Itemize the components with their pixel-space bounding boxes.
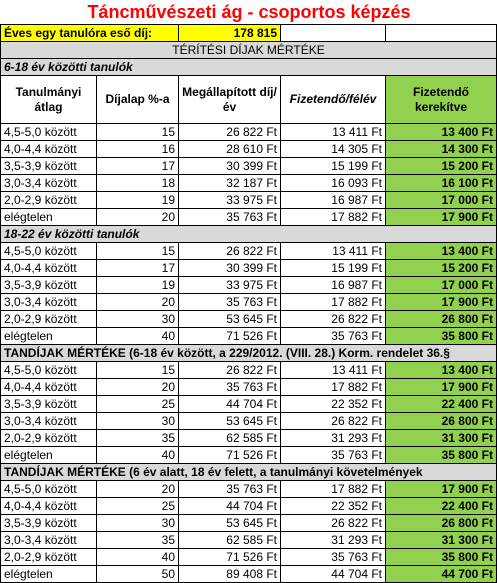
cell-dij-ev[interactable]: 33 975 Ft [179, 192, 281, 209]
cell-kerekitve[interactable]: 22 400 Ft [386, 498, 497, 515]
cell-kerekitve[interactable]: 17 000 Ft [386, 192, 497, 209]
cell-dijalap[interactable]: 17 [97, 260, 179, 277]
cell-fizetendo[interactable]: 17 882 Ft [281, 294, 386, 311]
cell-dij-ev[interactable]: 35 763 Ft [179, 379, 281, 396]
cell-dij-ev[interactable]: 71 526 Ft [179, 328, 281, 345]
section-title[interactable]: TANDÍJAK MÉRTÉKE (6 év alatt, 18 év felett, a tanulmányi követelmények [1, 464, 497, 481]
section-title-row [1, 226, 497, 243]
cell-dij-ev[interactable]: 33 975 Ft [179, 277, 281, 294]
section-title-row [1, 59, 497, 76]
cell-kerekitve[interactable]: 22 400 Ft [386, 396, 497, 413]
cell-atlag[interactable]: 2,0-2,9 között [1, 311, 97, 328]
cell-kerekitve[interactable]: 16 100 Ft [386, 175, 497, 192]
cell-fizetendo[interactable]: 16 987 Ft [281, 277, 386, 294]
cell-atlag[interactable]: 4,5-5,0 között [1, 481, 97, 498]
section-title[interactable]: 6-18 év közötti tanulók [1, 59, 497, 76]
main-section-row [1, 42, 497, 59]
fee-table [0, 24, 497, 583]
cell-fizetendo[interactable]: 17 882 Ft [281, 379, 386, 396]
cell-dij-ev[interactable]: 44 704 Ft [179, 498, 281, 515]
section-title-row [1, 345, 497, 362]
cell-dijalap[interactable]: 30 [97, 413, 179, 430]
table-row [1, 447, 497, 464]
table-row [1, 311, 497, 328]
cell-kerekitve[interactable]: 17 900 Ft [386, 294, 497, 311]
cell-dijalap[interactable]: 19 [97, 192, 179, 209]
section-title-row [1, 464, 497, 481]
cell-kerekitve[interactable]: 17 900 Ft [386, 209, 497, 226]
cell-fizetendo[interactable]: 22 352 Ft [281, 498, 386, 515]
table-row [1, 362, 497, 379]
cell-atlag[interactable]: 3,0-3,4 között [1, 175, 97, 192]
cell-fizetendo[interactable]: 14 305 Ft [281, 141, 386, 158]
cell-dij-ev[interactable]: 62 585 Ft [179, 532, 281, 549]
cell-fizetendo[interactable]: 44 704 Ft [281, 566, 386, 583]
cell-kerekitve[interactable]: 17 000 Ft [386, 277, 497, 294]
cell-kerekitve[interactable]: 13 400 Ft [386, 243, 497, 260]
section-title[interactable]: TANDÍJAK MÉRTÉKE (6-18 év között, a 229/2012. (VIII. 28.) Korm. rendelet 36.§ [1, 345, 497, 362]
cell-kerekitve[interactable]: 35 800 Ft [386, 328, 497, 345]
table-row [1, 260, 497, 277]
cell-fizetendo[interactable]: 26 822 Ft [281, 413, 386, 430]
cell-dijalap[interactable]: 40 [97, 549, 179, 566]
cell-dijalap[interactable]: 25 [97, 396, 179, 413]
cell-fizetendo[interactable]: 15 199 Ft [281, 158, 386, 175]
cell-kerekitve[interactable]: 35 800 Ft [386, 549, 497, 566]
cell-atlag[interactable]: elégtelen [1, 328, 97, 345]
cell-atlag[interactable]: 3,0-3,4 között [1, 294, 97, 311]
cell-dij-ev[interactable]: 32 187 Ft [179, 175, 281, 192]
cell-kerekitve[interactable]: 35 800 Ft [386, 447, 497, 464]
cell-atlag[interactable]: 4,0-4,4 között [1, 498, 97, 515]
cell-atlag[interactable]: 3,5-3,9 között [1, 277, 97, 294]
cell-dijalap[interactable]: 20 [97, 379, 179, 396]
cell-atlag[interactable]: elégtelen [1, 209, 97, 226]
cell-atlag[interactable]: 4,5-5,0 között [1, 243, 97, 260]
cell-atlag[interactable]: elégtelen [1, 566, 97, 583]
cell-atlag[interactable]: 3,0-3,4 között [1, 532, 97, 549]
table-row [1, 277, 497, 294]
cell-fizetendo[interactable]: 15 199 Ft [281, 260, 386, 277]
cell-kerekitve[interactable]: 17 900 Ft [386, 379, 497, 396]
cell-fizetendo[interactable]: 35 763 Ft [281, 328, 386, 345]
cell-dijalap[interactable]: 16 [97, 141, 179, 158]
cell-atlag[interactable]: elégtelen [1, 447, 97, 464]
table-row [1, 532, 497, 549]
cell-fizetendo[interactable]: 35 763 Ft [281, 549, 386, 566]
empty-cell[interactable] [281, 25, 386, 42]
table-row [1, 481, 497, 498]
table-row [1, 243, 497, 260]
cell-dijalap[interactable]: 40 [97, 447, 179, 464]
empty-cell[interactable] [386, 25, 497, 42]
cell-dij-ev[interactable]: 62 585 Ft [179, 430, 281, 447]
table-row [1, 549, 497, 566]
column-header-megallapitott[interactable]: Megállapított díj/év [179, 76, 281, 124]
table-row [1, 124, 497, 141]
column-header-atlag[interactable]: Tanulmányi átlag [1, 76, 97, 124]
table-row [1, 413, 497, 430]
table-row [1, 379, 497, 396]
column-header-row [1, 76, 497, 124]
cell-dijalap[interactable]: 30 [97, 515, 179, 532]
table-row [1, 209, 497, 226]
table-row [1, 498, 497, 515]
cell-atlag[interactable]: 2,0-2,9 között [1, 192, 97, 209]
cell-atlag[interactable]: 3,5-3,9 között [1, 396, 97, 413]
cell-dij-ev[interactable]: 89 408 Ft [179, 566, 281, 583]
cell-kerekitve[interactable]: 13 400 Ft [386, 362, 497, 379]
cell-fizetendo[interactable]: 17 882 Ft [281, 209, 386, 226]
cell-atlag[interactable]: 4,0-4,4 között [1, 260, 97, 277]
cell-atlag[interactable]: 4,0-4,4 között [1, 379, 97, 396]
cell-dij-ev[interactable]: 30 399 Ft [179, 260, 281, 277]
cell-dij-ev[interactable]: 26 822 Ft [179, 243, 281, 260]
table-row [1, 175, 497, 192]
table-row [1, 515, 497, 532]
cell-kerekitve[interactable]: 13 400 Ft [386, 124, 497, 141]
table-row [1, 141, 497, 158]
info-row [1, 25, 497, 42]
cell-dijalap[interactable]: 35 [97, 532, 179, 549]
cell-dij-ev[interactable]: 71 526 Ft [179, 549, 281, 566]
cell-dij-ev[interactable]: 35 763 Ft [179, 294, 281, 311]
cell-dij-ev[interactable]: 26 822 Ft [179, 362, 281, 379]
cell-atlag[interactable]: 4,5-5,0 között [1, 362, 97, 379]
cell-dijalap[interactable]: 35 [97, 430, 179, 447]
cell-atlag[interactable]: 3,5-3,9 között [1, 158, 97, 175]
cell-dijalap[interactable]: 19 [97, 277, 179, 294]
cell-dijalap[interactable]: 20 [97, 209, 179, 226]
cell-dij-ev[interactable]: 53 645 Ft [179, 515, 281, 532]
cell-atlag[interactable]: 2,0-2,9 között [1, 430, 97, 447]
sheet-title: Táncművészeti ág - csoportos képzés [87, 2, 411, 22]
cell-dij-ev[interactable]: 30 399 Ft [179, 158, 281, 175]
cell-atlag[interactable]: 3,0-3,4 között [1, 413, 97, 430]
cell-kerekitve[interactable]: 15 200 Ft [386, 158, 497, 175]
cell-dij-ev[interactable]: 53 645 Ft [179, 413, 281, 430]
cell-fizetendo[interactable]: 31 293 Ft [281, 532, 386, 549]
cell-dijalap[interactable]: 20 [97, 294, 179, 311]
cell-kerekitve[interactable]: 26 800 Ft [386, 413, 497, 430]
cell-kerekitve[interactable]: 26 800 Ft [386, 311, 497, 328]
cell-dijalap[interactable]: 15 [97, 243, 179, 260]
cell-kerekitve[interactable]: 31 300 Ft [386, 430, 497, 447]
table-row [1, 566, 497, 583]
cell-dijalap[interactable]: 20 [97, 481, 179, 498]
cell-kerekitve[interactable]: 15 200 Ft [386, 260, 497, 277]
cell-dij-ev[interactable]: 35 763 Ft [179, 209, 281, 226]
info-value[interactable]: 178 815 [179, 25, 281, 42]
cell-atlag[interactable]: 2,0-2,9 között [1, 549, 97, 566]
cell-dijalap[interactable]: 25 [97, 498, 179, 515]
table-row [1, 430, 497, 447]
cell-fizetendo[interactable]: 13 411 Ft [281, 362, 386, 379]
table-row [1, 328, 497, 345]
table-row [1, 396, 497, 413]
cell-dijalap[interactable]: 40 [97, 328, 179, 345]
cell-dijalap[interactable]: 50 [97, 566, 179, 583]
cell-dijalap[interactable]: 30 [97, 311, 179, 328]
table-row [1, 158, 497, 175]
cell-dij-ev[interactable]: 26 822 Ft [179, 124, 281, 141]
column-header-fizetendo[interactable]: Fizetendő/félév [281, 76, 386, 124]
cell-fizetendo[interactable]: 16 093 Ft [281, 175, 386, 192]
cell-fizetendo[interactable]: 31 293 Ft [281, 430, 386, 447]
cell-atlag[interactable]: 4,5-5,0 között [1, 124, 97, 141]
cell-dijalap[interactable]: 15 [97, 124, 179, 141]
cell-dij-ev[interactable]: 53 645 Ft [179, 311, 281, 328]
cell-atlag[interactable]: 3,5-3,9 között [1, 515, 97, 532]
cell-dijalap[interactable]: 15 [97, 362, 179, 379]
table-row [1, 294, 497, 311]
cell-kerekitve[interactable]: 31 300 Ft [386, 532, 497, 549]
column-header-kerekitve[interactable]: Fizetendő kerekítve [386, 76, 497, 124]
cell-dij-ev[interactable]: 35 763 Ft [179, 481, 281, 498]
cell-fizetendo[interactable]: 26 822 Ft [281, 515, 386, 532]
cell-kerekitve[interactable]: 14 300 Ft [386, 141, 497, 158]
cell-fizetendo[interactable]: 26 822 Ft [281, 311, 386, 328]
cell-fizetendo[interactable]: 22 352 Ft [281, 396, 386, 413]
cell-dij-ev[interactable]: 44 704 Ft [179, 396, 281, 413]
cell-fizetendo[interactable]: 16 987 Ft [281, 192, 386, 209]
cell-dij-ev[interactable]: 71 526 Ft [179, 447, 281, 464]
column-header-dijalap[interactable]: Díjalap %-a [97, 76, 179, 124]
cell-atlag[interactable]: 4,0-4,4 között [1, 141, 97, 158]
cell-kerekitve[interactable]: 26 800 Ft [386, 515, 497, 532]
cell-fizetendo[interactable]: 13 411 Ft [281, 124, 386, 141]
cell-fizetendo[interactable]: 17 882 Ft [281, 481, 386, 498]
cell-fizetendo[interactable]: 35 763 Ft [281, 447, 386, 464]
cell-dij-ev[interactable]: 28 610 Ft [179, 141, 281, 158]
section-title[interactable]: 18-22 év közötti tanulók [1, 226, 497, 243]
cell-dijalap[interactable]: 17 [97, 158, 179, 175]
cell-dijalap[interactable]: 18 [97, 175, 179, 192]
table-row [1, 192, 497, 209]
cell-kerekitve[interactable]: 17 900 Ft [386, 481, 497, 498]
cell-kerekitve[interactable]: 44 700 Ft [386, 566, 497, 583]
cell-fizetendo[interactable]: 13 411 Ft [281, 243, 386, 260]
info-label[interactable]: Éves egy tanulóra eső díj: [1, 25, 179, 42]
main-section-title[interactable]: TÉRÍTÉSI DÍJAK MÉRTÉKE [1, 42, 497, 59]
